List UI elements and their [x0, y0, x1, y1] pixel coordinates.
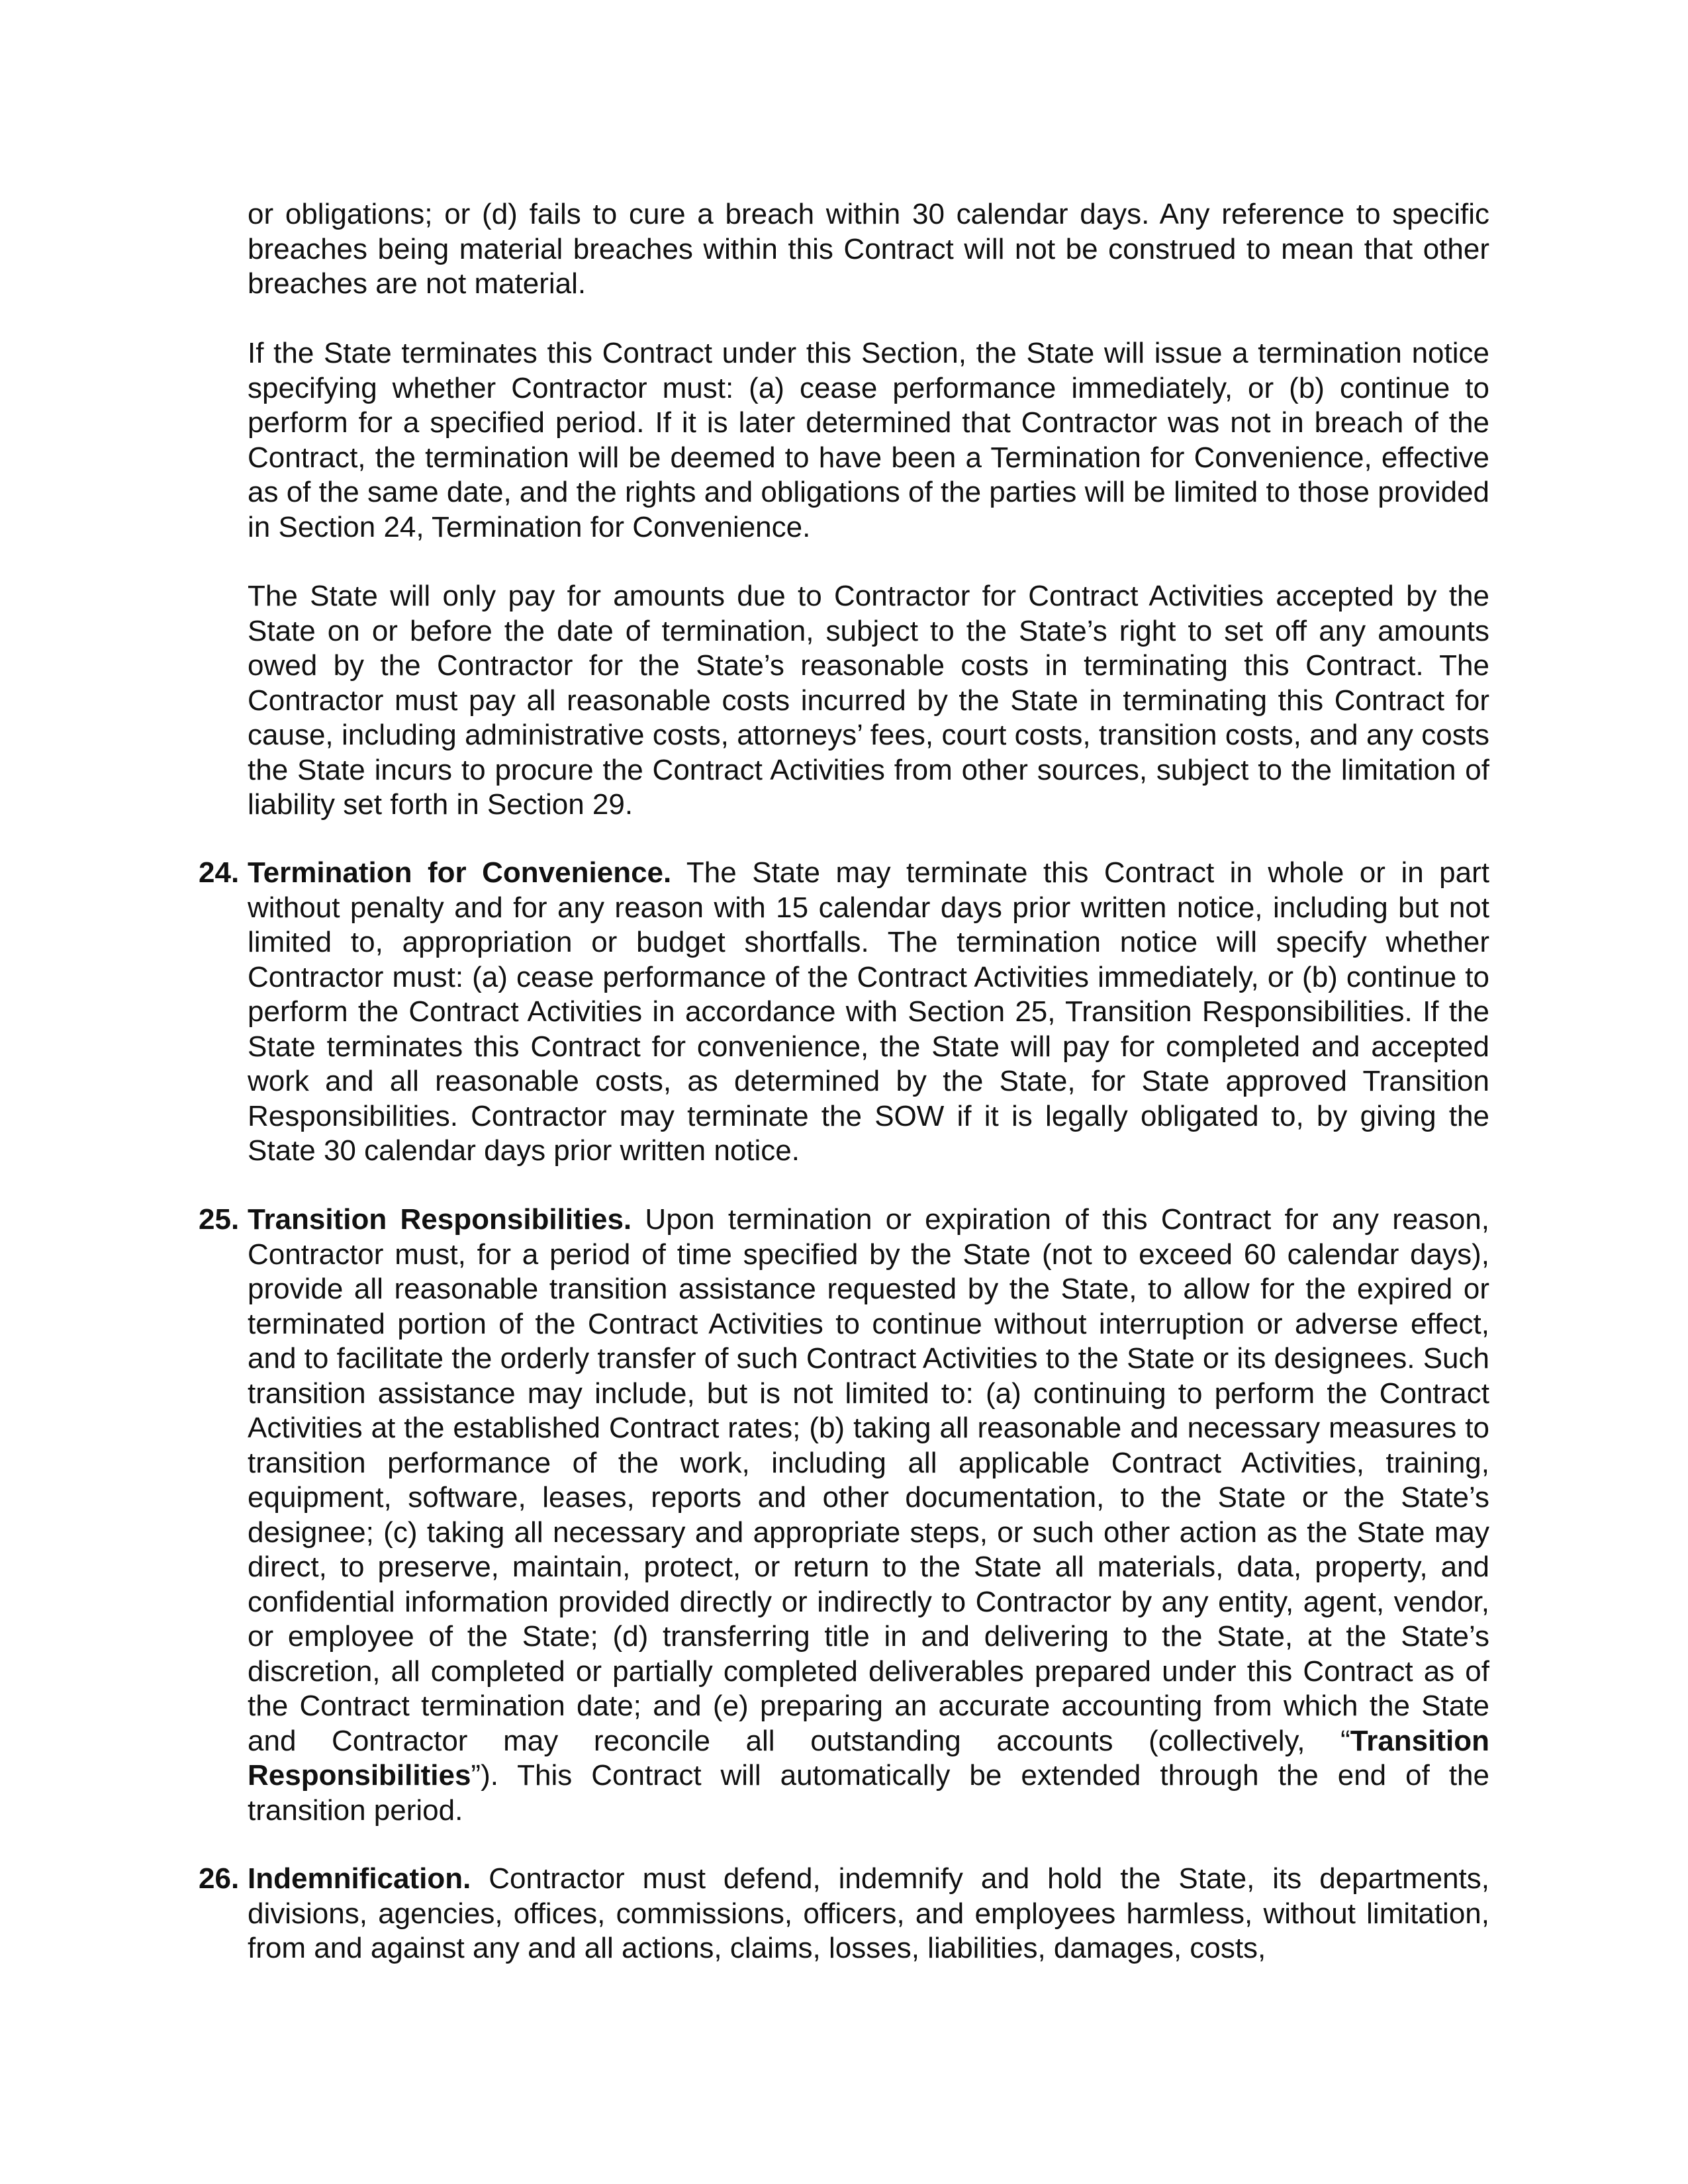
- defined-term: Transition Responsibilities: [248, 1724, 1489, 1792]
- section-number: 24.: [199, 856, 240, 889]
- section-number: 25.: [199, 1203, 240, 1236]
- section-heading: Termination for Convenience.: [248, 856, 672, 889]
- section-body: Upon termination or expiration of this Contract for any reason, Contractor must, for a period of time specified by the State (not to exceed 60 calendar days), provide all reasonable transition assistance requested by the State, to allow for the expired or terminated portion of the Contract Activities to continue without interruption or adverse effect, and to facilitate the orderly transfer of such Contract Activities to the State or its designees. Such transition assistance may include, but is not limited to: (a) continuing to perform the Contract Activities at the established Contract rates; (b) taking all reasonable and necessary measures to transition performance of the work, including all applicable Contract Activities, training, equipment, software, leases, reports and other documentation, to the State or the State’s designee; (c) taking all necessary and appropriate steps, or such other action as the State may direct, to preserve, maintain, protect, or return to the State all materials, data, property, and confidential information provided directly or indirectly to Contractor by any entity, agent, vendor, or employee of the State; (d) transferring title in and delivering to the State, at the State’s discretion, all completed or partially completed deliverables prepared under this Contract as of the Contract termination date; and (e) preparing an accurate accounting from which the State and Contractor may reconcile all outstanding accounts (collectively, “: [248, 1203, 1490, 1757]
- paragraph-breach-material: [248, 197, 1489, 302]
- section-number: 26.: [199, 1862, 240, 1895]
- section-25-transition-responsibilities: [199, 1203, 1490, 1828]
- section-body-end: ”). This Contract will automatically be extended through the end of the transition period.: [248, 1759, 1489, 1827]
- section-body: The State may terminate this Contract in whole or in part without penalty and for any reason with 15 calendar days prior written notice, including but not limited to, appropriation or budget shortfalls. The termination notice will specify whether Contractor must: (a) cease performance of the Contract Activities immediately, or (b) continue to perform the Contract Activities in accordance with Section 25, Transition Responsibilities. If the State terminates this Contract for convenience, the State will pay for completed and accepted work and all reasonable costs, as determined by the State, for State approved Transition Responsibilities. Contractor may terminate the SOW if it is legally obligated to, by giving the State 30 calendar days prior written notice.: [248, 856, 1489, 1167]
- section-24-termination-for-convenience: [199, 856, 1489, 1169]
- paragraph-termination-notice: [248, 336, 1489, 545]
- paragraph-payment-on-termination: [248, 579, 1489, 823]
- paragraph-text: The State will only pay for amounts due to Contractor for Contract Activities accepted by the State on or before the date of termination, subject to the State’s right to set off any amounts owed by the Contractor for the State’s reasonable costs in terminating this Contract. The Contractor must pay all reasonable costs incurred by the State in terminating this Contract for cause, including administrative costs, attorneys’ fees, court costs, transition costs, and any costs the State incurs to procure the Contract Activities from other sources, subject to the limitation of liability set forth in Section 29.: [248, 580, 1489, 821]
- section-heading: Transition Responsibilities.: [248, 1203, 632, 1236]
- section-body: Contractor must defend, indemnify and hold the State, its departments, divisions, agencies, offices, commissions, officers, and employees harmless, without limitation, from and against any and all actions, claims, losses, liabilities, damages, costs,: [248, 1862, 1489, 1964]
- section-heading: Indemnification.: [248, 1862, 471, 1895]
- paragraph-text: If the State terminates this Contract under this Section, the State will issue a termination notice specifying whether Contractor must: (a) cease performance immediately, or (b) continue to perform for a specified period. If it is later determined that Contractor was not in breach of the Contract, the termination will be deemed to have been a Termination for Convenience, effective as of the same date, and the rights and obligations of the parties will be limited to those provided in Section 24, Termination for Convenience.: [248, 337, 1490, 543]
- section-26-indemnification: [199, 1862, 1489, 1966]
- paragraph-text: or obligations; or (d) fails to cure a breach within 30 calendar days. Any reference to specific breaches being material breaches within this Contract will not be construed to mean that other breaches are not material.: [248, 198, 1489, 300]
